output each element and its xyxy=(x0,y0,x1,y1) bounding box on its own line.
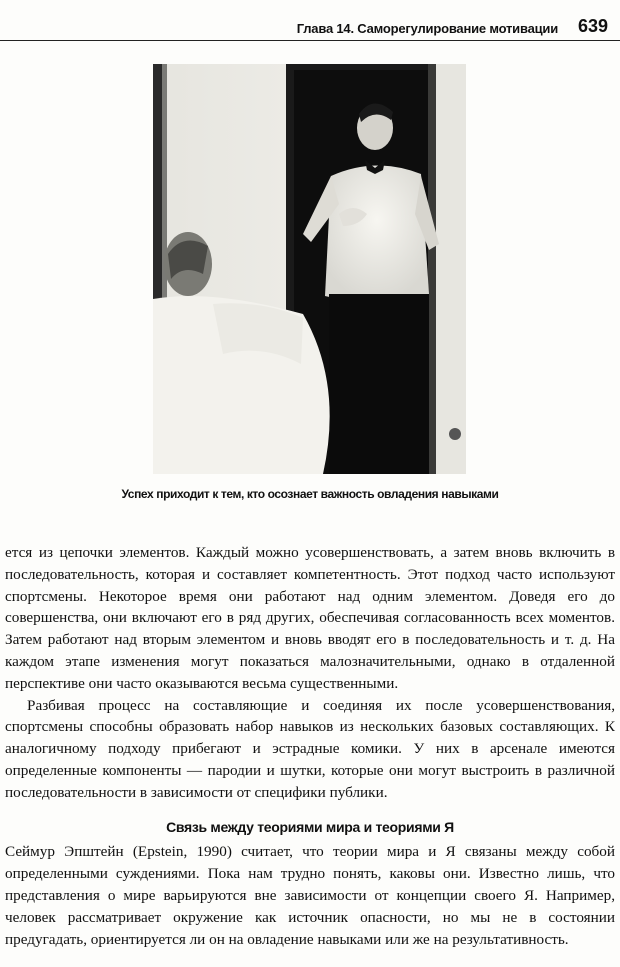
body-text xyxy=(5,542,615,950)
paragraph: Разбивая процесс на составляющие и соединяя их после усовершенствования, спортсмены способны образовать набор навыков из нескольких базовых составляющих. К аналогичному подходу прибегают и эстрадные комики. У них в арсенале имеются определенные компоненты — пародии и шутки, которые они могут выстроить в различной последовательности в зависимости от специфики публики. xyxy=(5,696,615,801)
section-heading: Связь между теориями мира и теориями Я xyxy=(166,818,454,835)
chapter-title: Глава 14. Саморегулирование мотивации xyxy=(296,21,558,36)
photo-man-in-mirror xyxy=(153,64,466,474)
photo-illustration xyxy=(153,64,466,474)
running-header xyxy=(0,14,620,41)
paragraph: Сеймур Эпштейн (Epstein, 1990) считает, что теории мира и Я связаны между собой определенными суждениями. Пока нам трудно понять, каковы они. Известно лишь, что представления о мире варьируются вне зависимости от концепции своего Я. Например, человек рассматривает окружение как источник опасности, но мы не в состоянии предугадать, ориентируется ли он на овладение навыками или же на результативность. xyxy=(5,843,615,948)
paragraph-continued: ется из цепочки элементов. Каждый можно усовершенствовать, а затем вновь включить в последовательность, которая и составляет компетентность. Этот подход часто используют спортсмены. Некоторое время они работают над одним элементом. Доведя его до совершенства, они включают его в ряд других, обеспечивая согласованность всех моментов. Затем работают над вторым элементом и вновь вводят его в последовательность и т. д. На каждом этапе изменения могут показаться малозначительными, однако в отдаленной перспективе они часто оказываются весьма существенными. xyxy=(5,544,615,692)
figure-caption: Успех приходит к тем, кто осознает важность овладения навыками xyxy=(121,487,499,501)
page-number: 639 xyxy=(577,16,608,36)
